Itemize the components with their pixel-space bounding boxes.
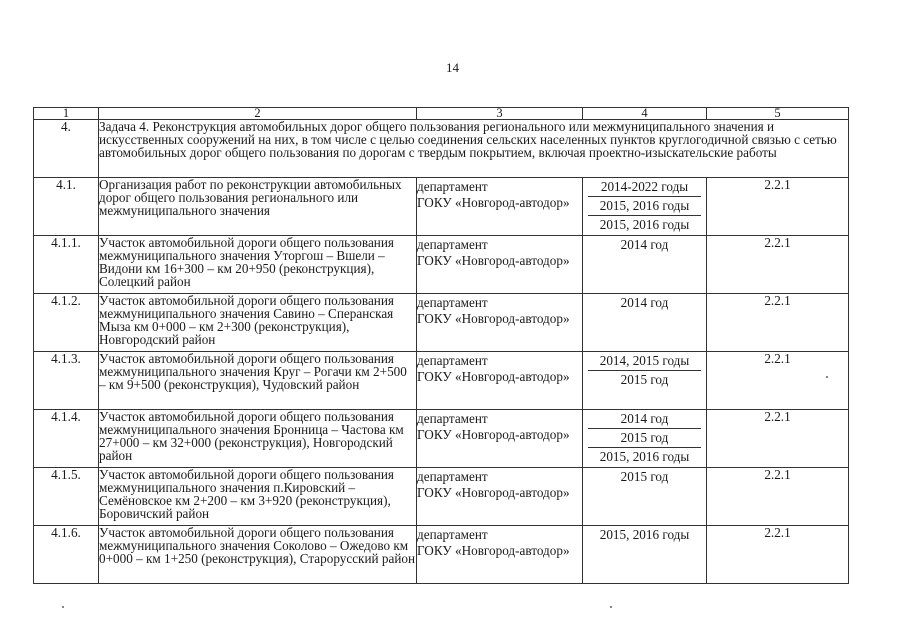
row-executor [417,468,583,526]
executor-gokou: ГОКУ «Новгород-автодор» [417,311,570,326]
table-row [34,352,849,410]
row-target-code: 2.2.1 [707,526,849,584]
row-target-code: 2.2.1 [707,468,849,526]
row-number: 4.1.3. [34,352,99,410]
col-header-4: 4 [583,108,707,120]
col-header-5: 5 [707,108,849,120]
term-item: 2014, 2015 годы [588,352,701,371]
row-name: Организация работ по реконструкции автомобильных дорог общего пользования регионального или межмуниципального значения [99,178,417,236]
term-item: 2015 год [620,469,669,484]
table-row [34,236,849,294]
row-name: Участок автомобильной дороги общего пользования межмуниципального значения Бронница – Частова км 27+000 – км 32+000 (реконструкция), Новгородский район [99,410,417,468]
row-executor [417,526,583,584]
row-terms [583,410,707,468]
table-row [34,178,849,236]
row-number: 4.1.2. [34,294,99,352]
term-item: 2015, 2016 годы [599,449,690,464]
executor-gokou: ГОКУ «Новгород-автодор» [417,543,570,558]
row-number: 4.1.4. [34,410,99,468]
row-target-code: 2.2.1 [707,294,849,352]
row-name: Участок автомобильной дороги общего пользования межмуниципального значения Круг – Рогачи км 2+500 – км 9+500 (реконструкция), Чудовский район [99,352,417,410]
term-item: 2014-2022 годы [588,178,701,197]
row-number: 4.1.6. [34,526,99,584]
row-number: 4.1.5. [34,468,99,526]
row-name: Участок автомобильной дороги общего пользования межмуниципального значения Уторгош – Вшели – Видони км 16+300 – км 20+950 (реконструкция), Солецкий район [99,236,417,294]
row-executor [417,410,583,468]
row-number: 4.1. [34,178,99,236]
term-item: 2015, 2016 годы [588,197,701,216]
term-item: 2014 год [620,237,669,252]
row-name: Участок автомобильной дороги общего пользования межмуниципального значения Соколово – Ожедово км 0+000 – км 1+250 (реконструкция), Старорусский район [99,526,417,584]
task-number: 4. [34,120,99,178]
task-text: Задача 4. Реконструкция автомобильных дорог общего пользования регионального или межмуниципального значения и искусственных сооружений на них, в том числе с целью соединения сельских населенных пунктов круглогодичной связью с сетью автомобильных дорог общего пользования по дорогам с твердым покрытием, включая проектно-изыскательские работы [99,120,849,178]
executor-gokou: ГОКУ «Новгород-автодор» [417,369,570,384]
term-item: 2014 год [620,295,669,310]
executor-department: департамент [417,411,488,426]
term-item: 2015, 2016 годы [599,527,690,542]
table-row [34,294,849,352]
executor-gokou: ГОКУ «Новгород-автодор» [417,253,570,268]
row-target-code: 2.2.1 [707,236,849,294]
row-name: Участок автомобильной дороги общего пользования межмуниципального значения Савино – Сперанская Мыза км 0+000 – км 2+300 (реконструкция), Новгородский район [99,294,417,352]
col-header-2: 2 [99,108,417,120]
row-target-code: 2.2.1 [707,410,849,468]
program-table [33,107,849,584]
executor-department: департамент [417,353,488,368]
row-terms [583,526,707,584]
row-terms [583,236,707,294]
row-terms [583,294,707,352]
term-item: 2015, 2016 годы [599,217,690,232]
executor-department: департамент [417,527,488,542]
scan-speck [62,606,64,608]
executor-department: департамент [417,469,488,484]
row-terms [583,178,707,236]
row-target-code: 2.2.1 [707,352,849,410]
row-executor [417,178,583,236]
executor-department: департамент [417,237,488,252]
executor-department: департамент [417,179,488,194]
col-header-3: 3 [417,108,583,120]
scan-speck [610,606,612,608]
row-name: Участок автомобильной дороги общего пользования межмуниципального значения п.Кировский – Семёновское км 2+200 – км 3+920 (реконструкция), Боровичский район [99,468,417,526]
col-header-1: 1 [34,108,99,120]
table-row [34,468,849,526]
executor-gokou: ГОКУ «Новгород-автодор» [417,427,570,442]
row-target-code: 2.2.1 [707,178,849,236]
table-row [34,410,849,468]
table-row [34,526,849,584]
task-row [34,120,849,178]
term-item: 2015 год [620,372,669,387]
row-number: 4.1.1. [34,236,99,294]
executor-gokou: ГОКУ «Новгород-автодор» [417,195,570,210]
page-number: 14 [446,60,459,75]
row-executor [417,352,583,410]
term-item: 2015 год [588,429,701,448]
row-terms [583,352,707,410]
term-item: 2014 год [588,410,701,429]
row-executor [417,236,583,294]
executor-gokou: ГОКУ «Новгород-автодор» [417,485,570,500]
column-number-row [34,108,849,120]
row-executor [417,294,583,352]
scan-speck [826,376,828,378]
row-terms [583,468,707,526]
executor-department: департамент [417,295,488,310]
